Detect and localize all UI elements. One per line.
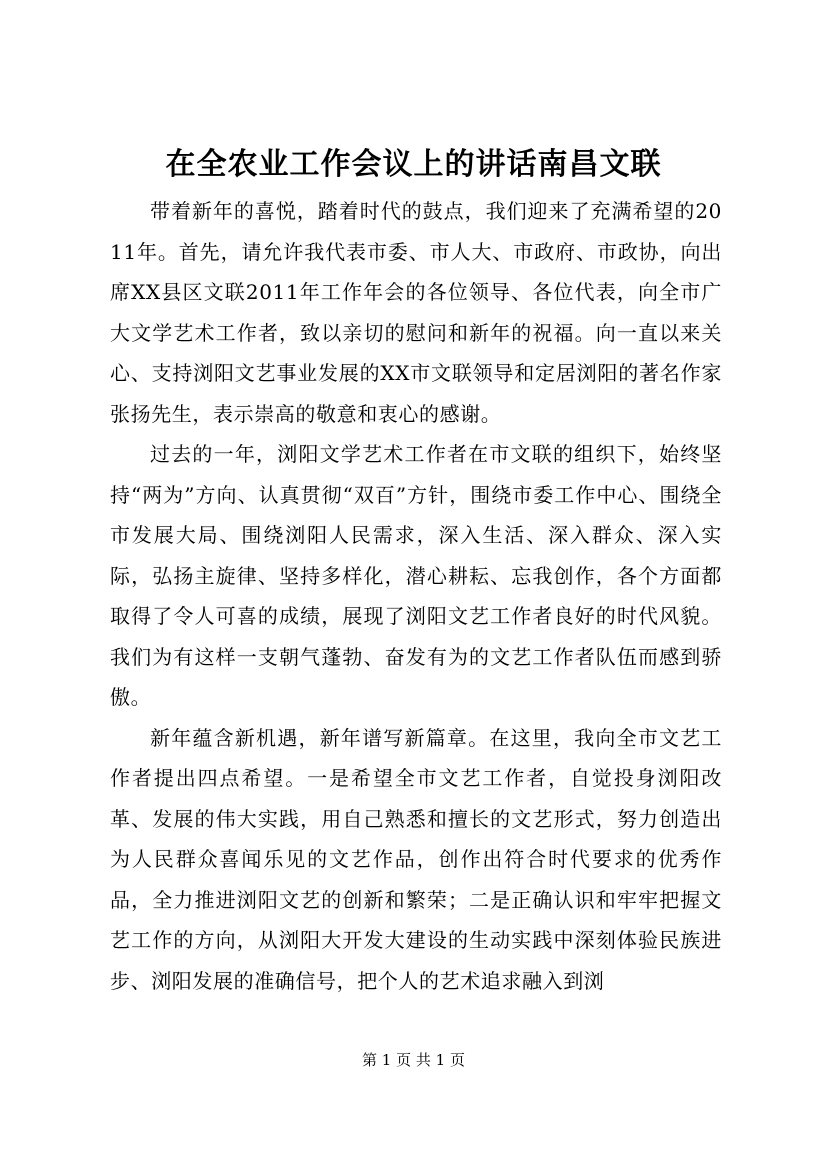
document-title: 在全农业工作会议上的讲话南昌文联: [165, 147, 662, 182]
paragraph-1: 带着新年的喜悦，踏着时代的鼓点，我们迎来了充满希望的2011年。首先，请允许我代表市委、市人大、市政府、市政协，向出席XX县区文联2011年工作年会的各位领导、各位代表，向全市广大文学艺术工作者，致以亲切的慰问和新年的祝福。向一直以来关心、支持浏阳文艺事业发展的XX市文联领导和定居浏阳的著名作家张扬先生，表示崇高的敬意和衷心的感谢。: [110, 199, 722, 426]
document-body: [110, 191, 722, 1001]
page-number-footer: 第 1 页 共 1 页: [362, 1051, 465, 1069]
paragraph-2: 过去的一年，浏阳文学艺术工作者在市文联的组织下，始终坚持“两为”方向、认真贯彻“双百”方针，围绕市委工作中心、围绕全市发展大局、围绕浏阳人民需求，深入生活、深入群众、深入实际，弘扬主旋律、坚持多样化，潜心耕耘、忘我创作，各个方面都取得了令人可喜的成绩，展现了浏阳文艺工作者良好的时代风貌。我们为有这样一支朝气蓬勃、奋发有为的文艺工作者队伍而感到骄傲。: [110, 442, 722, 709]
paragraph-3: 新年蕴含新机遇，新年谱写新篇章。在这里，我向全市文艺工作者提出四点希望。一是希望全市文艺工作者，自觉投身浏阳改革、发展的伟大实践，用自己熟悉和擅长的文艺形式，努力创造出为人民群众喜闻乐见的文艺作品，创作出符合时代要求的优秀作品，全力推进浏阳文艺的创新和繁荣；二是正确认识和牢牢把握文艺工作的方向，从浏阳大开发大建设的生动实践中深刻体验民族进步、浏阳发展的准确信号，把个人的艺术追求融入到浏: [110, 725, 722, 993]
